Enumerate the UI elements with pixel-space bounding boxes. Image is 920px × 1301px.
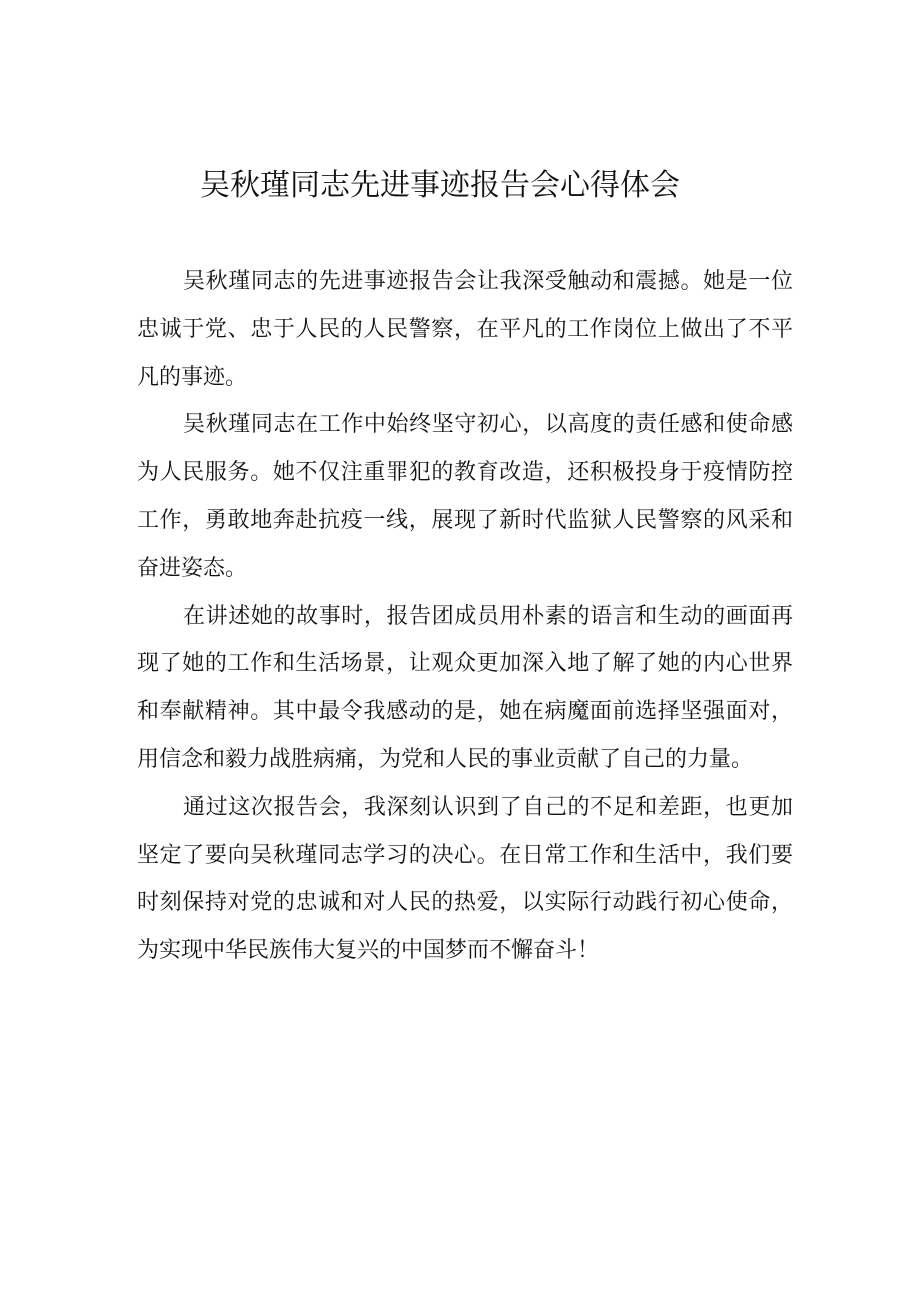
document-body — [137, 258, 793, 975]
paragraph: 吴秋瑾同志的先进事迹报告会让我深受触动和震撼。她是一位忠诚于党、忠于人民的人民警察，在平凡的工作岗位上做出了不平凡的事迹。 — [137, 269, 793, 390]
paragraph: 通过这次报告会，我深刻认识到了自己的不足和差距，也更加坚定了要向吴秋瑾同志学习的决心。在日常工作和生活中，我们要时刻保持对党的忠诚和对人民的热爱，以实际行动践行初心使命，为实现中华民族伟大复兴的中国梦而不懈奋斗！ — [137, 794, 793, 964]
paragraph: 吴秋瑾同志在工作中始终坚守初心，以高度的责任感和使命感为人民服务。她不仅注重罪犯的教育改造，还积极投身于疫情防控工作，勇敢地奔赴抗疫一线，展现了新时代监狱人民警察的风采和奋进姿态。 — [137, 412, 793, 581]
paragraph: 在讲述她的故事时，报告团成员用朴素的语言和生动的画面再现了她的工作和生活场景，让观众更加深入地了解了她的内心世界和奉献精神。其中最令我感动的是，她在病魔面前选择坚强面对，用信念和毅力战胜病痛，为党和人民的事业贡献了自己的力量。 — [137, 603, 793, 772]
document-title: 吴秋瑾同志先进事迹报告会心得体会 — [200, 168, 680, 203]
